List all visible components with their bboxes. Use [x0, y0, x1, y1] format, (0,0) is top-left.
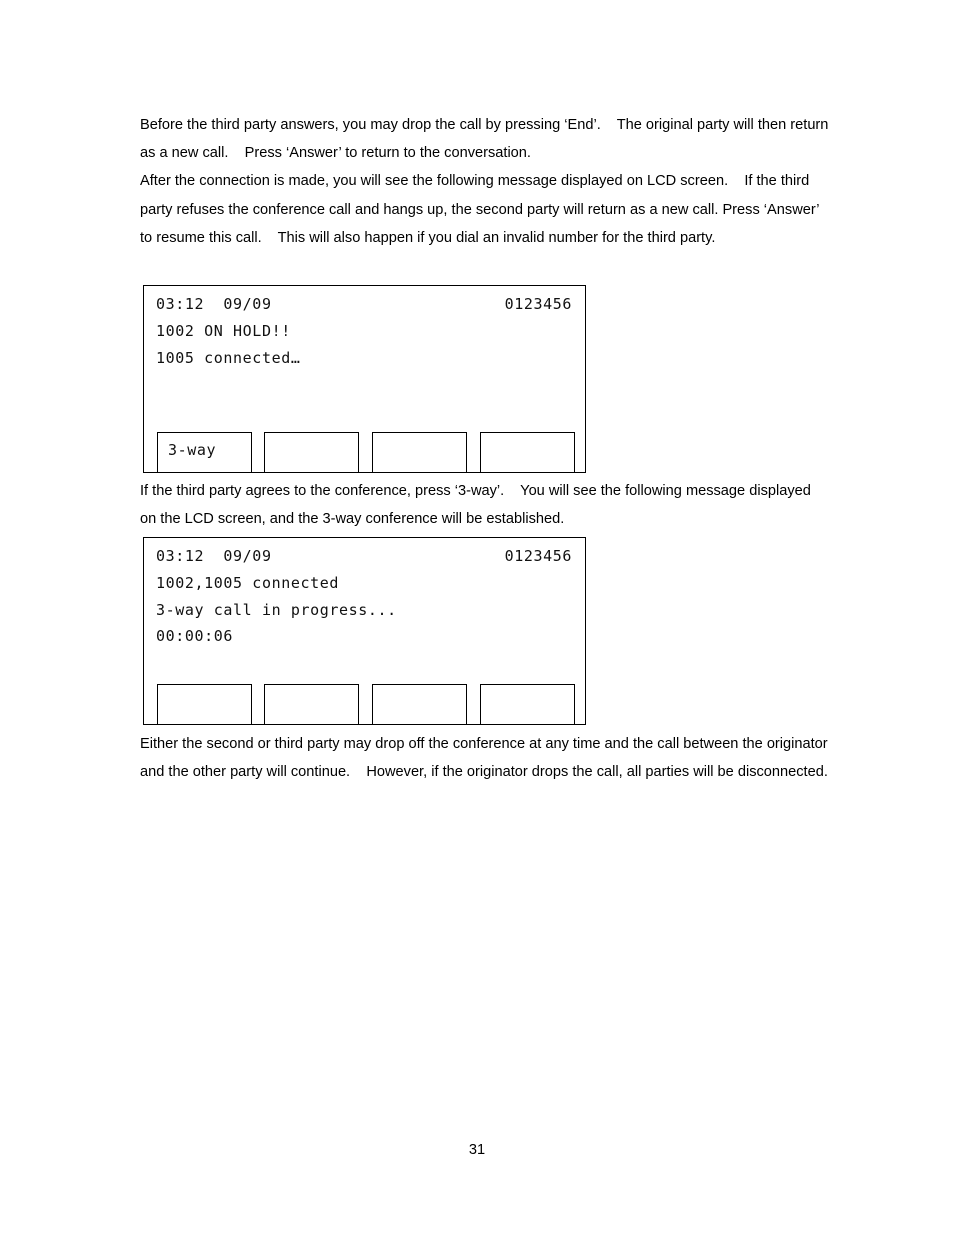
paragraph-three-way: If the third party agrees to the conference, press ‘3-way’. You will see the following message displayed on the LCD screen, and the 3-way conference will be established.	[140, 483, 815, 528]
lcd-line-2: 1002,1005 connected	[156, 574, 339, 592]
softkey-4[interactable]	[480, 432, 575, 473]
softkey-3[interactable]	[372, 432, 467, 473]
lcd-line-3: 3-way call in progress...	[156, 601, 397, 619]
lcd-call-timer: 00:00:06	[156, 627, 234, 645]
paragraph-intro: Before the third party answers, you may drop the call by pressing ‘End’. The original party will then return as a new call. Press ‘Answer’ to return to the conversation. After the connection is made, you will see the following message displayed on LCD screen. If the third party refuses the conference call and hangs up, the second party will return as a new call. Press ‘Answer’ to resume this call. This will also happen if you dial an invalid number for the third party.	[140, 117, 829, 246]
lcd-line-3: 1005 connected…	[156, 349, 301, 367]
softkey-3-way[interactable]: 3-way	[157, 432, 252, 473]
lcd-number: 0123456	[504, 547, 572, 565]
softkey-2[interactable]	[264, 684, 359, 725]
lcd-screen-on-hold	[143, 285, 586, 473]
softkey-4[interactable]	[480, 684, 575, 725]
lcd-screen-conference	[143, 537, 586, 725]
lcd-time-date: 03:12 09/09	[156, 547, 272, 565]
softkey-3[interactable]	[372, 684, 467, 725]
page-number: 31	[468, 1142, 486, 1158]
lcd-time-date: 03:12 09/09	[156, 295, 272, 313]
softkey-1[interactable]	[157, 684, 252, 725]
paragraph-drop-off: Either the second or third party may drop off the conference at any time and the call between the originator and the other party will continue. However, if the originator drops the call, all parties will be disconnected.	[140, 736, 832, 781]
lcd-number: 0123456	[504, 295, 572, 313]
lcd-line-2: 1002 ON HOLD!!	[156, 322, 291, 340]
softkey-2[interactable]	[264, 432, 359, 473]
